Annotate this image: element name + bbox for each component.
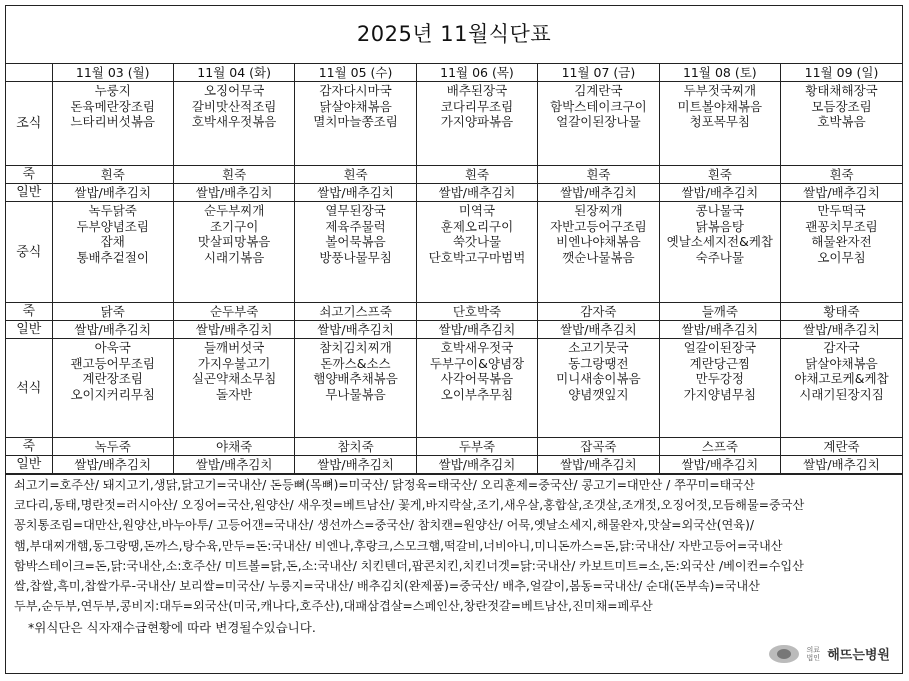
breakfast-label: 조식: [6, 82, 52, 166]
dinner-porridge-row-cell: 녹두죽: [52, 438, 173, 456]
menu-item: 오이무침: [817, 249, 866, 265]
menu-item: 두부젓국찌개: [683, 83, 757, 98]
lunch-cell: [295, 202, 416, 303]
breakfast-regular-row-cell: 쌀밥/배추김치: [538, 184, 659, 202]
dinner-cell: [538, 339, 659, 438]
lunch-regular-row-cell: 쌀밥/배추김치: [659, 321, 780, 339]
lunch-cell: [173, 202, 294, 303]
menu-item: 괜고등어무조림: [70, 355, 155, 371]
menu-item: 아욱국: [94, 340, 131, 355]
breakfast-porridge-row-cell: 흰죽: [659, 166, 780, 184]
menu-item: 들깨버섯국: [203, 340, 265, 355]
menu-item: 콩나물국: [695, 203, 744, 218]
menu-item: 옛날소세지전&케찹: [666, 234, 773, 249]
origin-note-line: 쌀,찹쌀,흑미,찹쌀가루-국내산/ 보리쌀=미국산/ 누룽지=국내산/ 배추김치(완제품)=중국산/ 배추,얼갈이,봄동=국내산/ 순대(돈부속)=국내산: [14, 579, 760, 594]
menu-item: 방풍나물무침: [319, 249, 392, 265]
breakfast-porridge-row-cell: 흰죽: [295, 166, 416, 184]
menu-item: 호박새우젓국: [440, 340, 514, 355]
menu-item: 멸치마늘쫑조림: [313, 114, 398, 129]
date-header: 11월 05 (수): [295, 64, 416, 82]
lunch-porridge-row-cell: 황태죽: [781, 303, 902, 321]
menu-item: 비엔나야채볶음: [556, 234, 641, 249]
dinner-regular-row-cell: 쌀밥/배추김치: [659, 456, 780, 474]
menu-item: 오이부추무침: [440, 386, 514, 402]
menu-item: 소고기뭇국: [568, 340, 629, 355]
dinner-regular-row-cell: 쌀밥/배추김치: [781, 456, 902, 474]
disclaimer: *위식단은 식자재수급현황에 따라 변경될수있습니다.: [28, 620, 316, 636]
menu-item: 돈육메란장조림: [70, 98, 155, 114]
menu-item: 돌자반: [216, 386, 253, 402]
menu-item: 닭살야채볶음: [319, 98, 392, 114]
breakfast-cell: [295, 82, 416, 166]
hospital-logo: [769, 644, 890, 663]
menu-item: 단호박고구마범벅: [428, 249, 526, 265]
menu-item: 계란당근찜: [689, 355, 751, 371]
menu-item: 호박새우젓볶음: [191, 114, 277, 129]
menu-item: 제육주물럭: [325, 218, 386, 234]
breakfast-regular-row-cell: 쌀밥/배추김치: [659, 184, 780, 202]
lunch-row: [6, 202, 902, 303]
lunch-cell: [416, 202, 537, 303]
dinner-porridge-row-label: 죽: [6, 438, 52, 456]
dinner-porridge-row: [6, 438, 902, 456]
lunch-porridge-row-cell: 들깨죽: [659, 303, 780, 321]
menu-item: 김계란국: [574, 83, 623, 98]
lunch-porridge-row: [6, 303, 902, 321]
menu-item: 두부양념조림: [76, 218, 149, 234]
breakfast-regular-row-cell: 쌀밥/배추김치: [173, 184, 294, 202]
menu-item: 가지양념무침: [683, 386, 757, 402]
menu-sheet: [5, 5, 903, 674]
menu-item: 얼갈이된장국: [683, 340, 757, 355]
date-header: 11월 03 (월): [52, 64, 173, 82]
menu-item: 가지양파볶음: [440, 114, 514, 129]
menu-item: 느타리버섯볶음: [70, 114, 155, 129]
lunch-porridge-row-cell: 감자죽: [538, 303, 659, 321]
dinner-regular-row-cell: 쌀밥/배추김치: [295, 456, 416, 474]
menu-item: 모듬장조림: [811, 98, 872, 114]
menu-item: 볼어묵볶음: [325, 234, 386, 249]
menu-item: 닭살야채볶음: [805, 355, 878, 371]
lunch-regular-row-cell: 쌀밥/배추김치: [416, 321, 537, 339]
menu-item: 야채고로케&케찹: [794, 371, 889, 386]
menu-item: 미트볼야채볶음: [677, 98, 763, 114]
menu-item: 깻순나물볶음: [562, 249, 635, 265]
lunch-regular-row-cell: 쌀밥/배추김치: [295, 321, 416, 339]
dinner-regular-row-cell: 쌀밥/배추김치: [173, 456, 294, 474]
origin-note-line: 쇠고기=호주산/ 돼지고기,생닭,닭고기=국내산/ 돈등뼈(목뼈)=미국산/ 닭정육=태국산/ 오리훈제=중국산/ 콩고기=대만산 / 쭈꾸미=태국산: [14, 478, 755, 492]
menu-item: 코다리무조림: [440, 98, 514, 114]
date-header: 11월 08 (토): [659, 64, 780, 82]
menu-item: 배추된장국: [446, 83, 508, 98]
dinner-porridge-row-cell: 야채죽: [173, 438, 294, 456]
menu-item: 실곤약채소무침: [191, 371, 277, 386]
lunch-regular-row-cell: 쌀밥/배추김치: [538, 321, 659, 339]
breakfast-regular-row-label: 일반: [6, 184, 52, 202]
menu-item: 자반고등어구조림: [550, 218, 647, 234]
page-title: 2025년 11월식단표: [6, 6, 902, 64]
lunch-cell: [52, 202, 173, 303]
dinner-regular-row-cell: 쌀밥/배추김치: [538, 456, 659, 474]
origin-note-line: 꽁치통조림=대만산,원양산,바누아투/ 고등어갠=국내산/ 생선까스=중국산/ 참치캔=원양산/ 어묵,옛날소세지,해물완자,맛살=외국산(연육)/: [14, 518, 754, 533]
corner-cell: [6, 64, 52, 82]
menu-item: 참치김치찌개: [319, 340, 392, 355]
breakfast-porridge-row-cell: 흰죽: [781, 166, 902, 184]
menu-item: 돈까스&소스: [320, 355, 391, 371]
breakfast-regular-row-cell: 쌀밥/배추김치: [52, 184, 173, 202]
menu-item: 닭볶음탕: [695, 218, 744, 234]
menu-item: 만두떡국: [817, 203, 866, 218]
breakfast-porridge-row-label: 죽: [6, 166, 52, 184]
lunch-regular-row-cell: 쌀밥/배추김치: [781, 321, 902, 339]
menu-item: 함박스테이크구이: [550, 98, 647, 114]
date-header: 11월 07 (금): [538, 64, 659, 82]
dinner-porridge-row-cell: 스프죽: [659, 438, 780, 456]
menu-item: 햄양배추채볶음: [313, 371, 398, 386]
lunch-porridge-row-cell: 쇠고기스프죽: [295, 303, 416, 321]
dinner-cell: [659, 339, 780, 438]
lunch-regular-row: [6, 321, 902, 339]
lunch-cell: [659, 202, 780, 303]
menu-item: 감자다시마국: [319, 83, 392, 98]
menu-item: 양념깻잎지: [568, 386, 629, 402]
lunch-cell: [781, 202, 902, 303]
menu-item: 숙주나물: [695, 249, 744, 265]
menu-item: 감자국: [823, 340, 860, 355]
origin-notes: [6, 474, 902, 639]
breakfast-porridge-row: [6, 166, 902, 184]
menu-item: 잡채: [100, 234, 125, 249]
dinner-porridge-row-cell: 참치죽: [295, 438, 416, 456]
dinner-cell: [52, 339, 173, 438]
dinner-regular-row-cell: 쌀밥/배추김치: [52, 456, 173, 474]
lunch-regular-row-cell: 쌀밥/배추김치: [173, 321, 294, 339]
lunch-regular-row-cell: 쌀밥/배추김치: [52, 321, 173, 339]
menu-item: 쑥갓나물: [452, 234, 502, 249]
lunch-porridge-row-cell: 순두부죽: [173, 303, 294, 321]
origin-note-line: 두부,순두부,연두부,콩비지:대두=외국산(미국,캐나다,호주산),대패삼겹살=스페인산,창란젓갈=베트남산,진미채=페루산: [14, 599, 653, 614]
menu-item: 동그랑땡전: [568, 355, 629, 371]
breakfast-regular-row: [6, 184, 902, 202]
breakfast-porridge-row-cell: 흰죽: [538, 166, 659, 184]
breakfast-cell: [416, 82, 537, 166]
dinner-porridge-row-cell: 두부죽: [416, 438, 537, 456]
origin-note-line: 함박스테이크=돈,닭:국내산,소:호주산/ 미트볼=닭,돈,소:국내산/ 치킨텐더,팝콘치킨,치킨너겟=닭:국내산/ 카보트미트=소,돈:외국산 /베이컨=수입산: [14, 558, 804, 573]
menu-item: 훈제오리구이: [440, 218, 514, 234]
dinner-regular-row: [6, 456, 902, 474]
breakfast-regular-row-cell: 쌀밥/배추김치: [295, 184, 416, 202]
breakfast-porridge-row-cell: 흰죽: [416, 166, 537, 184]
breakfast-porridge-row-cell: 흰죽: [52, 166, 173, 184]
breakfast-cell: [538, 82, 659, 166]
menu-item: 가지우불고기: [197, 355, 271, 371]
menu-item: 녹두닭죽: [88, 203, 137, 218]
dinner-porridge-row-cell: 계란죽: [781, 438, 902, 456]
menu-item: 청포목무침: [689, 114, 751, 129]
menu-item: 두부구이&양념장: [429, 355, 525, 371]
breakfast-regular-row-cell: 쌀밥/배추김치: [781, 184, 902, 202]
menu-item: 계란장조림: [82, 371, 143, 386]
menu-item: 오징어무국: [203, 83, 265, 98]
dinner-porridge-row-cell: 잡곡죽: [538, 438, 659, 456]
menu-item: 호박볶음: [817, 114, 866, 129]
menu-item: 해물완자전: [811, 234, 872, 249]
menu-item: 사각어묵볶음: [440, 371, 514, 386]
menu-item: 무나물볶음: [325, 386, 386, 402]
origin-note-line: 햄,부대찌개햄,동그랑땡,돈까스,탕수육,만두=돈:국내산/ 비엔나,후랑크,스모크햄,떡갈비,너비아니,미니돈까스=돈,닭:국내산/ 자반고등어=국내산: [14, 538, 783, 553]
date-header: 11월 06 (목): [416, 64, 537, 82]
breakfast-porridge-row-cell: 흰죽: [173, 166, 294, 184]
lunch-regular-row-label: 일반: [6, 321, 52, 339]
menu-item: 조기구이: [209, 218, 259, 234]
sun-logo-icon: [769, 645, 799, 663]
dinner-cell: [416, 339, 537, 438]
lunch-label: 중식: [6, 202, 52, 303]
dinner-cell: [295, 339, 416, 438]
menu-item: 시래기볶음: [203, 249, 265, 265]
dinner-regular-row-cell: 쌀밥/배추김치: [416, 456, 537, 474]
menu-table: [6, 64, 902, 474]
date-header: 11월 04 (화): [173, 64, 294, 82]
dinner-row: [6, 339, 902, 438]
menu-item: 만두강정: [695, 371, 744, 386]
menu-item: 열무된장국: [325, 203, 386, 218]
lunch-porridge-row-label: 죽: [6, 303, 52, 321]
menu-item: 된장찌개: [574, 203, 623, 218]
menu-item: 맛살피망볶음: [197, 234, 271, 249]
corp-label: 의료법인: [806, 645, 820, 662]
menu-item: 오이지커리무침: [70, 386, 155, 402]
origin-note-line: 코다리,동태,명란젓=러시아산/ 오징어=국산,원양산/ 새우젓=베트남산/ 꽃게,바지락살,조기,새우살,홍합살,조갯살,조개젓,오징어젓,모듬해물=중국산: [14, 498, 805, 513]
breakfast-regular-row-cell: 쌀밥/배추김치: [416, 184, 537, 202]
dinner-cell: [781, 339, 902, 438]
breakfast-cell: [52, 82, 173, 166]
menu-item: 누룽지: [94, 83, 131, 98]
breakfast-cell: [659, 82, 780, 166]
menu-item: 괜꽁치무조림: [805, 218, 878, 234]
breakfast-cell: [173, 82, 294, 166]
menu-item: 시래기된장지짐: [799, 386, 884, 402]
menu-item: 통배추겉절이: [76, 249, 149, 265]
menu-item: 갈비맛산적조림: [191, 98, 277, 114]
breakfast-cell: [781, 82, 902, 166]
hospital-name: 해뜨는병원: [827, 648, 890, 663]
dinner-cell: [173, 339, 294, 438]
dinner-regular-row-label: 일반: [6, 456, 52, 474]
date-header: 11월 09 (일): [781, 64, 902, 82]
lunch-porridge-row-cell: 단호박죽: [416, 303, 537, 321]
lunch-porridge-row-cell: 닭죽: [52, 303, 173, 321]
menu-item: 미역국: [458, 203, 496, 218]
dinner-label: 석식: [6, 339, 52, 438]
date-header-row: [6, 64, 902, 82]
menu-item: 미니새송이볶음: [556, 371, 641, 386]
lunch-cell: [538, 202, 659, 303]
menu-item: 얼갈이된장나물: [556, 114, 641, 129]
menu-item: 순두부찌개: [203, 203, 265, 218]
menu-item: 황태채해장국: [805, 83, 878, 98]
breakfast-row: [6, 82, 902, 166]
